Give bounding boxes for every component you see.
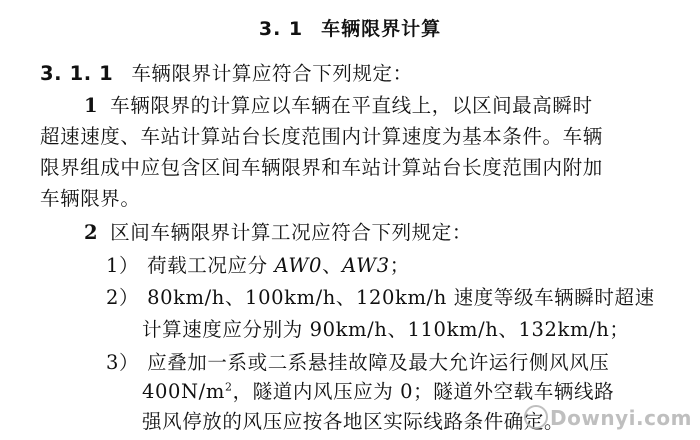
sub-item-3-line-2 <box>142 380 614 404</box>
sub-item-2-line-1 <box>106 286 655 310</box>
section-heading <box>0 14 700 41</box>
watermark-logo-icon <box>524 405 548 429</box>
sub-item-3-line-3: 强风停放的风压应按各地区实际线路条件确定。 <box>142 410 565 433</box>
sub-item-3-pressure: 400N/m <box>142 380 225 403</box>
item2-text: 区间车辆限界计算工况应符合下列规定： <box>110 221 472 244</box>
sub-item-3-superscript: 2 <box>224 380 233 394</box>
sub-item-1-sep: 、 <box>322 254 343 277</box>
section-title-text: 车辆限界计算 <box>321 18 442 40</box>
sub-item-2-text-1: 80km/h、100km/h、120km/h 速度等级车辆瞬时超速 <box>147 286 655 309</box>
sub-item-1-number: 1） <box>106 254 140 277</box>
sub-item-1-suffix: ； <box>389 254 410 277</box>
sub-item-3-text-2: ，隧道内风压应为 0；隧道外空载车辆线路 <box>232 380 615 403</box>
item2-line <box>84 221 472 245</box>
sub-item-3-number: 3） <box>106 351 140 374</box>
item1-text-1: 车辆限界的计算应以车辆在平直线上，以区间最高瞬时 <box>110 94 593 117</box>
watermark-text: Downyi.com <box>550 406 692 430</box>
item1-line-1 <box>84 94 593 118</box>
item1-line-4: 车辆限界。 <box>40 187 141 210</box>
section-number: 3. 1 <box>258 18 304 40</box>
clause-text: 车辆限界计算应符合下列规定： <box>131 62 413 85</box>
sub-item-3-text-1: 应叠加一系或二系悬挂故障及最大允许运行侧风风压 <box>147 351 610 374</box>
item2-number: 2 <box>84 221 99 244</box>
sub-item-1-prefix: 荷载工况应分 <box>147 254 275 277</box>
sub-item-2-line-2: 计算速度应分别为 90km/h、110km/h、132km/h； <box>142 318 630 341</box>
sub-item-1 <box>106 254 410 278</box>
sub-item-1-aw0: AW0 <box>274 254 323 277</box>
item1-number: 1 <box>84 94 99 117</box>
clause-heading <box>40 62 413 86</box>
sub-item-2-number: 2） <box>106 286 140 309</box>
sub-item-3-line-1 <box>106 351 609 375</box>
clause-number: 3. 1. 1 <box>40 62 114 85</box>
watermark <box>524 405 692 430</box>
sub-item-1-aw3: AW3 <box>342 254 390 277</box>
item1-line-3: 限界组成中应包含区间车辆限界和车站计算站台长度范围内附加 <box>40 156 603 179</box>
item1-line-2: 超速速度、车站计算站台长度范围内计算速度为基本条件。车辆 <box>40 125 603 148</box>
